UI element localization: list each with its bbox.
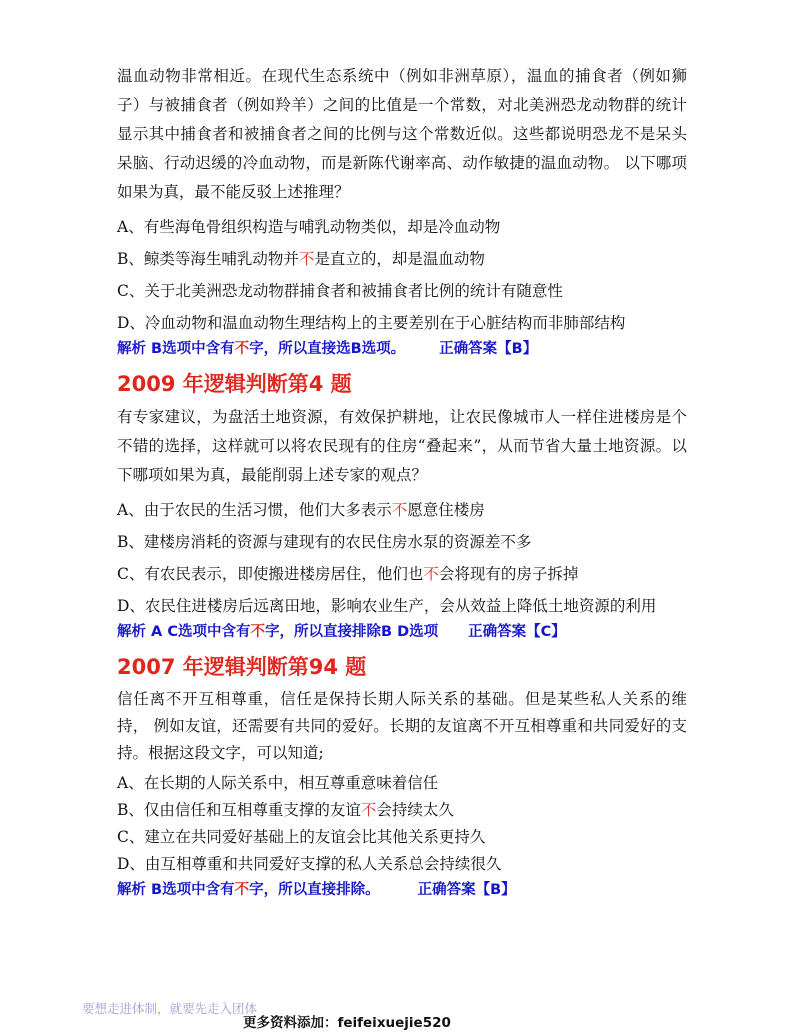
highlight-bu: 不 [298, 250, 315, 268]
highlight-bu: 不 [391, 501, 408, 519]
footer-more-resources: 更多资料添加：feifeixuejie520 [243, 1015, 451, 1031]
q2-option-c: C、有农民表示，即使搬进楼房居住，他们也不会将现有的房子拆掉 [117, 565, 579, 583]
q1-stem: 温血动物非常相近。在现代生态系统中（例如非洲草原），温血的捕食者（例如狮子）与被捕食者（例如羚羊）之间的比值是一个常数，对北美洲恐龙动物群的统计显示其中捕食者和被捕食者之间的比例与这个常数近似。这些都说明恐龙不是呆头呆脑、行动迟缓的冷血动物，而是新陈代谢率高、动作敏捷的温血动物。 以下哪项如果为真，最不能反驳上述推理？ [117, 67, 687, 201]
highlight-bu: 不 [360, 801, 377, 819]
q3-option-a: A、在长期的人际关系中，相互尊重意味着信任 [117, 774, 439, 792]
footer-watermark: 要想走进体制，就要先走入团体 [82, 1001, 258, 1016]
q2-heading: 2009 年逻辑判断第4 题 [117, 372, 352, 396]
q2-stem: 有专家建议，为盘活土地资源，有效保护耕地，让农民像城市人一样住进楼房是个不错的选择，这样就可以将农民现有的住房“叠起来”，从而节省大量土地资源。以下哪项如果为真，最能削弱上述专家的观点？ [117, 408, 687, 484]
q3-option-d: D、由互相尊重和共同爱好支撑的私人关系总会持续很久 [117, 855, 502, 873]
q1-analysis: 解析 B选项中含有不字，所以直接选B选项。 正确答案【B】 [117, 339, 687, 360]
q2-answer: 正确答案【C】 [468, 624, 566, 640]
highlight-bu: 不 [234, 341, 250, 357]
q2-option-d: D、农民住进楼房后远离田地，影响农业生产，会从效益上降低土地资源的利用 [117, 597, 657, 615]
q1-option-a: A、有些海龟骨组织构造与哺乳动物类似，却是冷血动物 [117, 218, 501, 236]
q3-heading: 2007 年逻辑判断第94 题 [117, 655, 367, 679]
q2-option-b: B、建楼房消耗的资源与建现有的农民住房水泵的资源差不多 [117, 533, 532, 551]
q3-analysis: 解析 B选项中含有不字，所以直接排除。 正确答案【B】 [117, 880, 687, 901]
q3-answer: 正确答案【B】 [417, 882, 516, 898]
q3-option-c: C、建立在共同爱好基础上的友谊会比其他关系更持久 [117, 828, 486, 846]
q1-option-d: D、冷血动物和温血动物生理结构上的主要差别在于心脏结构而非肺部结构 [117, 314, 626, 332]
q1-option-b: B、鲸类等海生哺乳动物并不是直立的，却是温血动物 [117, 250, 485, 268]
highlight-bu: 不 [250, 624, 265, 640]
q1-option-c: C、关于北美洲恐龙动物群捕食者和被捕食者比例的统计有随意性 [117, 282, 563, 300]
q2-option-a: A、由于农民的生活习惯，他们大多表示不愿意住楼房 [117, 501, 485, 519]
q3-stem: 信任离不开互相尊重，信任是保持长期人际关系的基础。但是某些私人关系的维持， 例如友谊，还需要有共同的爱好。长期的友谊离不开互相尊重和共同爱好的支持。根据这段文字，可以知道; [117, 690, 687, 762]
document-page [117, 62, 687, 901]
highlight-bu: 不 [234, 882, 250, 898]
q1-answer: 正确答案【B】 [439, 341, 538, 357]
highlight-bu: 不 [423, 565, 439, 583]
q3-option-b: B、仅由信任和互相尊重支撑的友谊不会持续太久 [117, 801, 454, 819]
q2-analysis: 解析 A C选项中含有不字，所以直接排除B D选项 正确答案【C】 [117, 622, 687, 643]
